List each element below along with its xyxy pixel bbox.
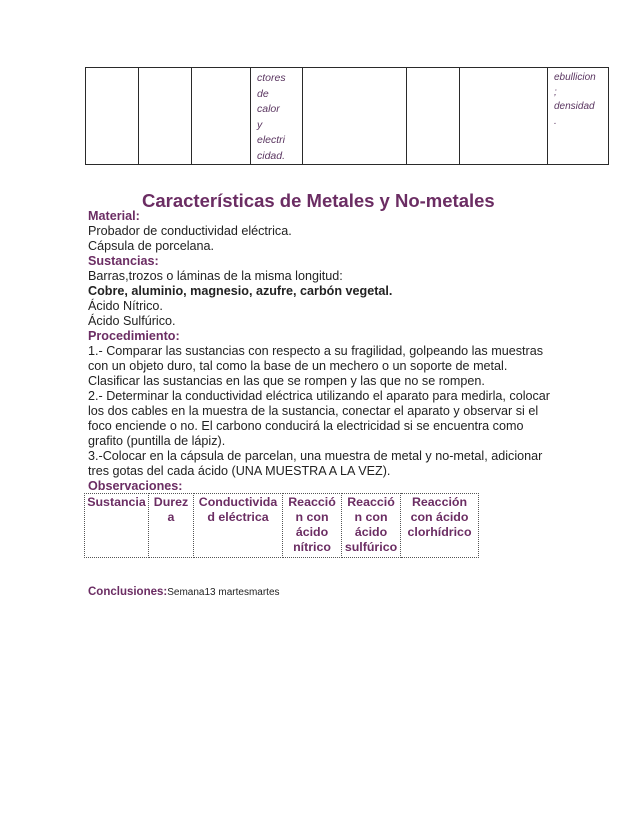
prev-cell-2 <box>139 68 192 165</box>
procedimiento-heading: Procedimiento: <box>88 329 180 343</box>
material-item: Probador de conductividad eléctrica. <box>88 224 292 238</box>
header-reaccion-clorhidrico: Reacción con ácido clorhídrico <box>401 494 479 558</box>
acid-item: Ácido Sulfúrico. <box>88 314 176 328</box>
prev-cell-1 <box>86 68 139 165</box>
page-title: Características de Metales y No-metales <box>142 190 495 211</box>
prev-cell-5 <box>303 68 407 165</box>
observaciones-heading: Observaciones: <box>88 479 183 493</box>
observations-table <box>84 493 479 558</box>
prev-cell-3 <box>192 68 251 165</box>
material-heading: Material: <box>88 209 140 223</box>
header-conductividad: Conductivida d eléctrica <box>194 494 283 558</box>
procedure-line: 3.-Colocar en la cápsula de parcelan, una muestra de metal y no-metal, adicionar <box>88 449 543 463</box>
header-reaccion-nitrico: Reacció n con ácido nítrico <box>283 494 342 558</box>
conclusions-label: Conclusiones: <box>88 586 168 598</box>
procedure-line: 1.- Comparar las sustancias con respecto a su fragilidad, golpeando las muestras <box>88 344 544 358</box>
previous-table <box>85 67 609 165</box>
procedure-line: grafito (puntilla de lápiz). <box>88 434 226 448</box>
prev-cell-7 <box>460 68 548 165</box>
document-body <box>88 209 558 494</box>
procedure-line: foco enciende o no. El carbono conducirá la electricidad si se encuentra como <box>88 419 524 433</box>
prev-cell-4: ctores de calor y electri cidad. <box>251 68 303 165</box>
conclusions <box>88 586 280 598</box>
header-dureza: Durez a <box>149 494 194 558</box>
procedure-line: tres gotas del cada ácido (UNA MUESTRA A LA VEZ). <box>88 464 391 478</box>
sustancias-list: Cobre, aluminio, magnesio, azufre, carbón vegetal. <box>88 284 393 298</box>
procedure-line: con un objeto duro, tal como la base de un mechero o un soporte de metal. <box>88 359 508 373</box>
conclusions-value: Semana13 martesmartes <box>167 587 280 598</box>
procedure-line: los dos cables en la muestra de la sustancia, conectar el aparato y observar si el <box>88 404 539 418</box>
procedure-line: Clasificar las sustancias en las que se rompen y las que no se rompen. <box>88 374 485 388</box>
header-reaccion-sulfurico: Reacció n con ácido sulfúrico <box>342 494 401 558</box>
procedure-line: 2.- Determinar la conductividad eléctrica utilizando el aparato para medirla, colocar <box>88 389 551 403</box>
prev-cell-8: ebullicion ; densidad . <box>548 68 609 165</box>
sustancias-heading: Sustancias: <box>88 254 159 268</box>
header-sustancia: Sustancia <box>85 494 149 558</box>
sustancias-intro: Barras,trozos o láminas de la misma longitud: <box>88 269 343 283</box>
acid-item: Ácido Nítrico. <box>88 299 163 313</box>
material-item: Cápsula de porcelana. <box>88 239 215 253</box>
prev-cell-6 <box>407 68 460 165</box>
